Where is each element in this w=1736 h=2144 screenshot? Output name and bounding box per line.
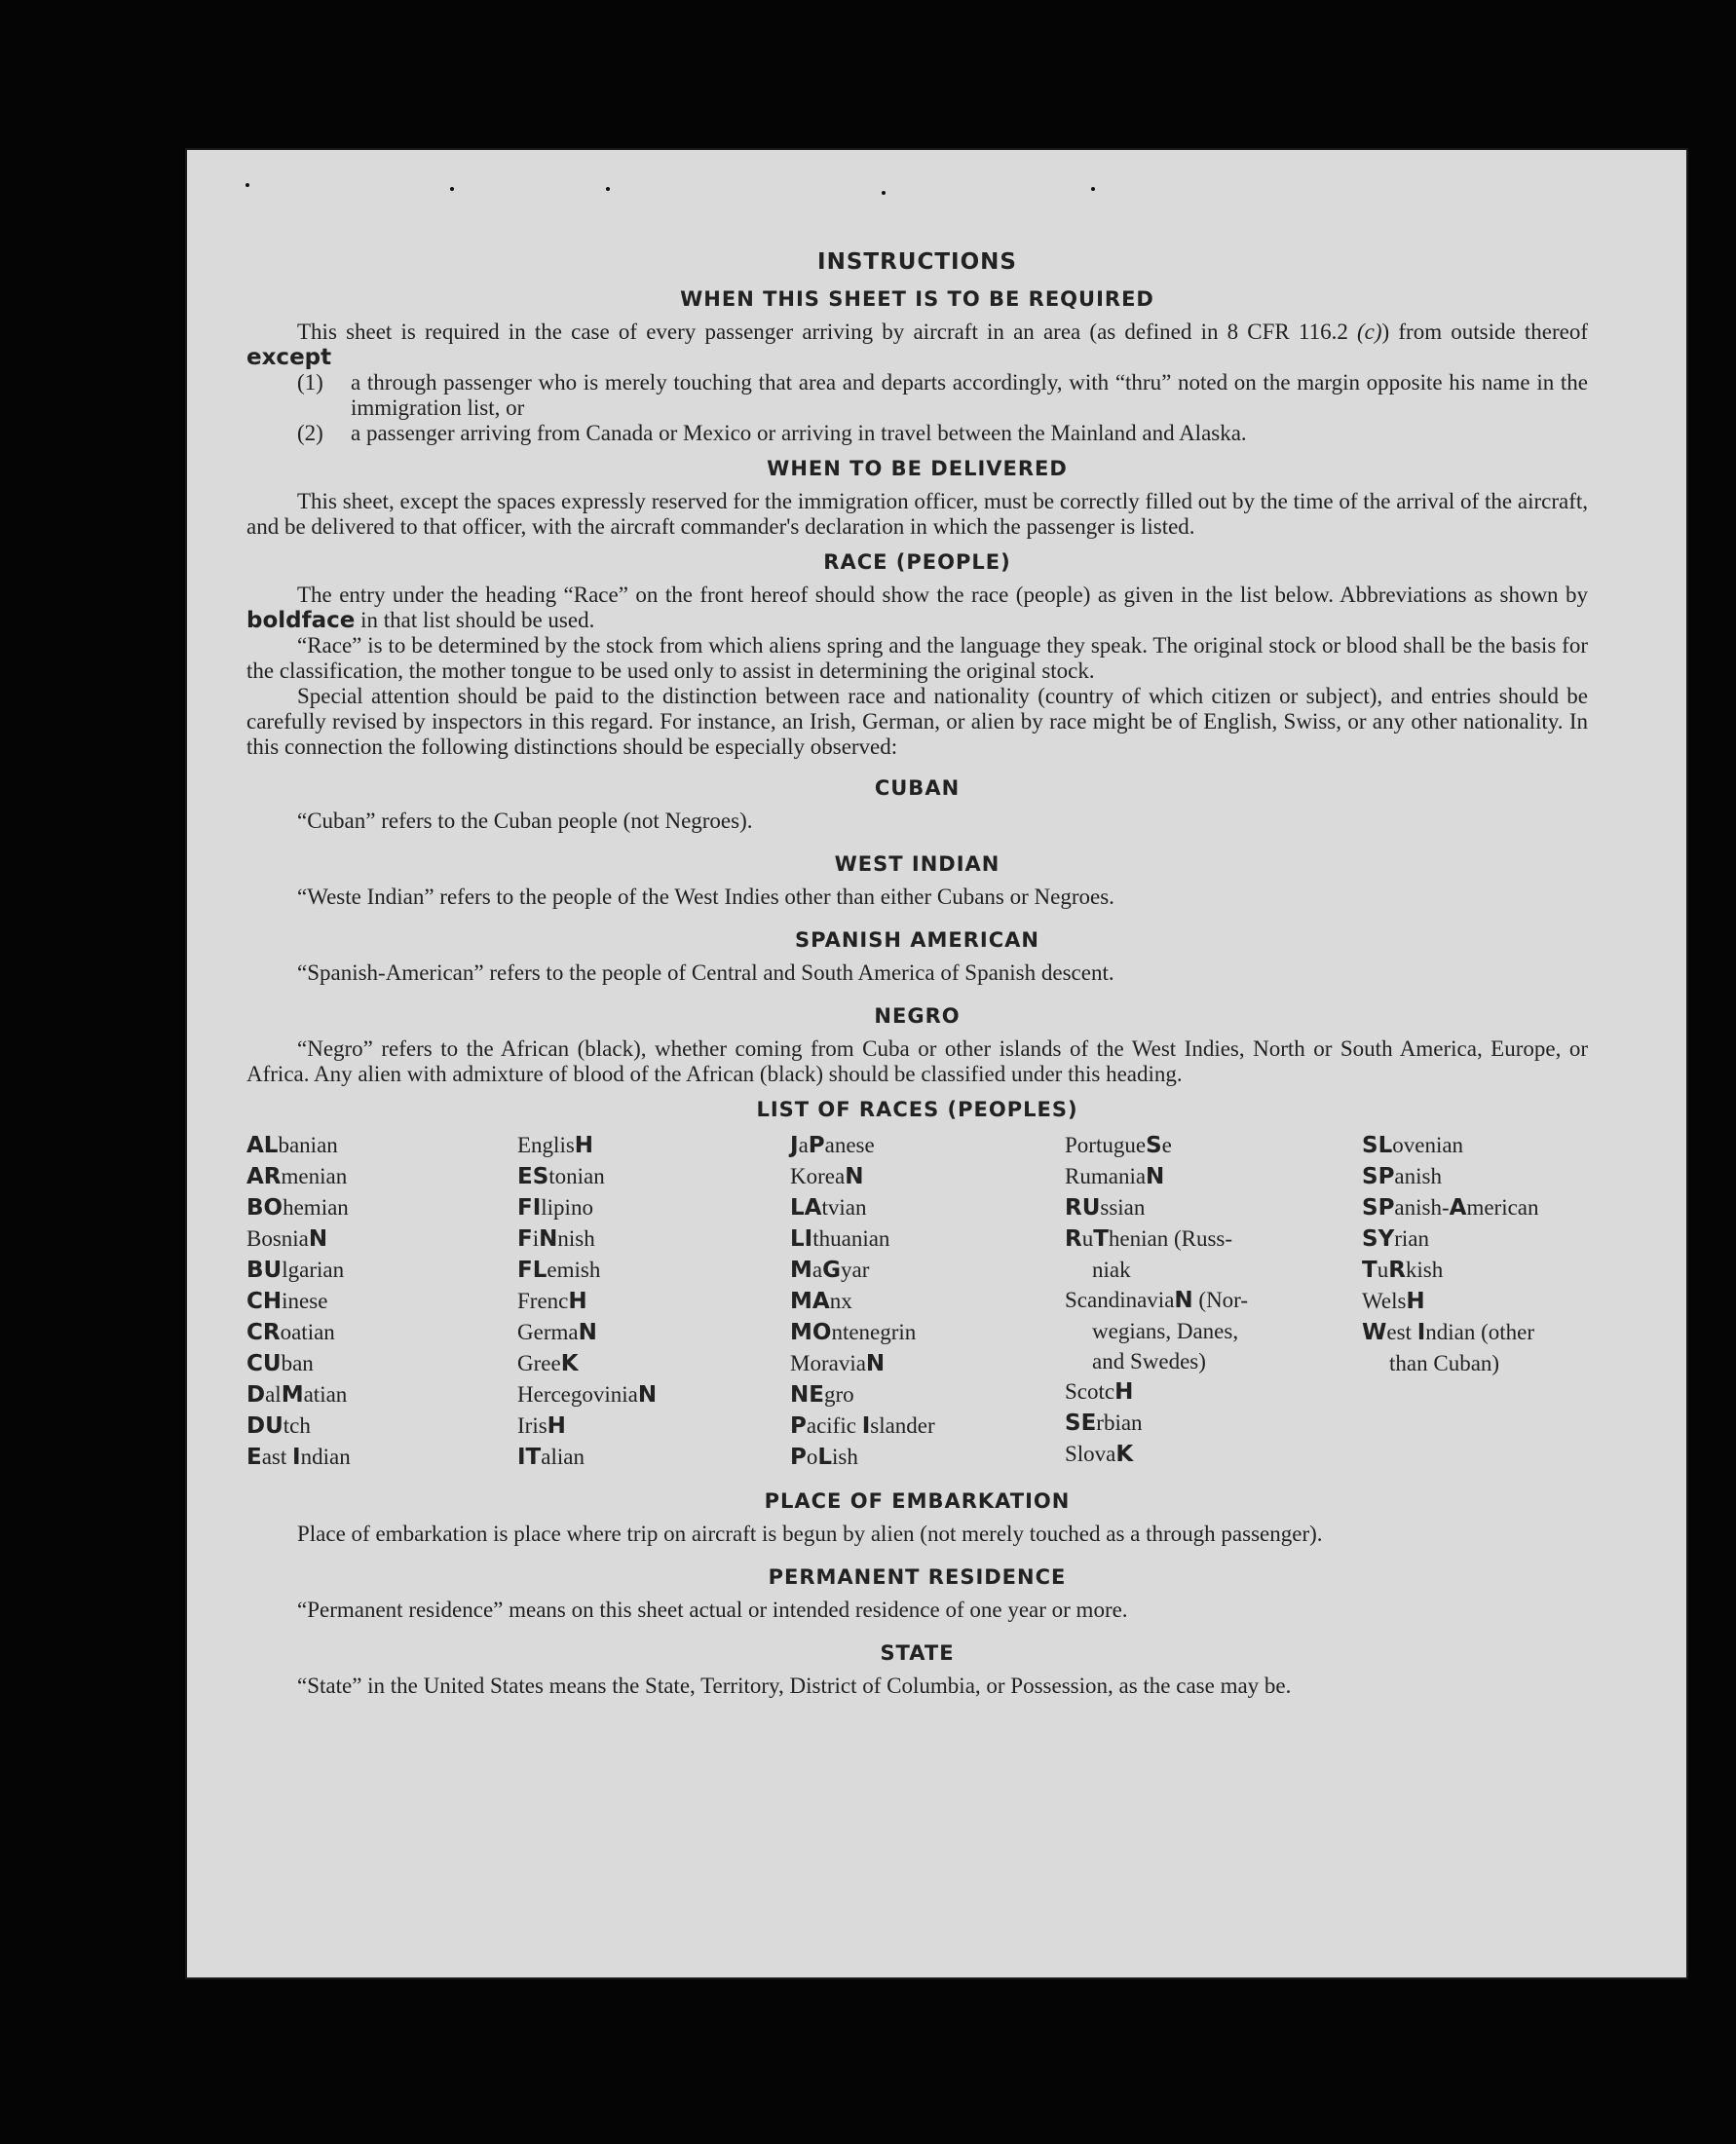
section-heading-embarkation: PLACE OF EMBARKATION bbox=[764, 1489, 1071, 1513]
section-heading-spanish-american: SPANISH AMERICAN bbox=[795, 928, 1039, 952]
residence-text: “Permanent residence” means on this sheet actual or intended residence of one year or more. bbox=[297, 1598, 1128, 1622]
race-entry: KoreaN bbox=[790, 1164, 864, 1189]
race-entry: MAnx bbox=[790, 1289, 852, 1314]
race-paragraph-1: The entry under the heading “Race” on the front hereof should show the race (people) as given in the list below. Abbreviations as shown by boldface in that list should be used. bbox=[246, 583, 1588, 633]
races-column bbox=[517, 1130, 790, 1473]
race-entry: FiNnish bbox=[517, 1226, 595, 1252]
embarkation-text: Place of embarkation is place where trip on aircraft is begun by alien (not merely touched as a through passenger). bbox=[297, 1522, 1323, 1546]
list-item: (1) a through passenger who is merely touching that area and departs accordingly, with “thru” noted on the margin opposite his name in the immigration list, or bbox=[297, 370, 1588, 420]
list-item: (2) a passenger arriving from Canada or Mexico or arriving in travel between the Mainland and Alaska. bbox=[297, 421, 1247, 445]
race-entry: SPanish bbox=[1362, 1164, 1442, 1189]
race-entry: FIlipino bbox=[517, 1195, 593, 1221]
race-entry: SPanish-American bbox=[1362, 1195, 1539, 1221]
race-entry: MaGyar bbox=[790, 1258, 870, 1283]
race-entry: RumaniaN bbox=[1065, 1164, 1165, 1189]
race-entry: West Indian (other bbox=[1362, 1320, 1535, 1345]
section-heading-list-of-races: LIST OF RACES (PEOPLES) bbox=[756, 1098, 1078, 1121]
document-page bbox=[185, 148, 1688, 1979]
speck bbox=[1091, 187, 1095, 191]
race-entry: BUlgarian bbox=[246, 1258, 345, 1283]
section-heading-west-indian: WEST INDIAN bbox=[834, 852, 1000, 876]
speck bbox=[882, 191, 886, 195]
race-entry: FLemish bbox=[517, 1258, 601, 1283]
section-heading-required: WHEN THIS SHEET IS TO BE REQUIRED bbox=[680, 287, 1154, 311]
race-entry: SLovenian bbox=[1362, 1133, 1464, 1158]
races-column bbox=[790, 1130, 1065, 1473]
race-paragraph-2: “Race” is to be determined by the stock from which aliens spring and the language they speak. The original stock or blood shall be the basis for the classification, the mother tongue to be used only to assist in determining the original stock. bbox=[246, 633, 1588, 683]
section-heading-negro: NEGRO bbox=[874, 1004, 961, 1028]
race-entry: CRoatian bbox=[246, 1320, 335, 1345]
race-entry: SErbian bbox=[1065, 1411, 1143, 1436]
instructions-content bbox=[246, 249, 1588, 1699]
race-paragraph-3: Special attention should be paid to the distinction between race and nationality (country of which citizen or subject), and entries should be carefully revised by inspectors in this regard. For instance, an Irish, German, or alien by race might be of English, Swiss, or any other nationality. In this connection the following distinctions should be especially observed: bbox=[246, 684, 1588, 759]
speck bbox=[450, 187, 454, 191]
race-entry: BosniaN bbox=[246, 1226, 328, 1252]
race-entry: NEgro bbox=[790, 1382, 854, 1408]
race-entry: SYrian bbox=[1362, 1226, 1429, 1252]
race-entry: PortugueSe bbox=[1065, 1133, 1172, 1158]
speck bbox=[606, 187, 610, 191]
race-entry: GreeK bbox=[517, 1351, 579, 1376]
race-entry-continuation: wegians, Danes, bbox=[1092, 1319, 1239, 1343]
race-entry: FrencH bbox=[517, 1289, 587, 1314]
races-column bbox=[1362, 1130, 1588, 1473]
race-entry: SlovaK bbox=[1065, 1442, 1134, 1467]
section-heading-cuban: CUBAN bbox=[874, 776, 961, 800]
race-entry: BOhemian bbox=[246, 1195, 349, 1221]
section-heading-residence: PERMANENT RESIDENCE bbox=[768, 1565, 1067, 1589]
race-entry: TuRkish bbox=[1362, 1258, 1444, 1283]
race-entry: ScotcH bbox=[1065, 1379, 1134, 1405]
negro-text: “Negro” refers to the African (black), whether coming from Cuba or other islands of the West Indies, North or South America, Europe, or Africa. Any alien with admixture of blood of the African (black) should be classified under this heading. bbox=[246, 1036, 1588, 1086]
speck bbox=[245, 183, 249, 187]
race-entry: EnglisH bbox=[517, 1133, 594, 1158]
section-heading-delivered: WHEN TO BE DELIVERED bbox=[767, 457, 1068, 480]
race-entry: ScandinaviaN (Nor- bbox=[1065, 1288, 1249, 1313]
race-entry: RuThenian (Russ- bbox=[1065, 1226, 1233, 1252]
race-entry: IrisH bbox=[517, 1413, 566, 1439]
race-entry: LIthuanian bbox=[790, 1226, 890, 1252]
page-title: INSTRUCTIONS bbox=[817, 249, 1017, 275]
races-column bbox=[1065, 1130, 1362, 1473]
race-entry: DalMatian bbox=[246, 1382, 348, 1408]
race-entry-continuation: than Cuban) bbox=[1389, 1351, 1500, 1375]
race-entry: MoraviaN bbox=[790, 1351, 886, 1376]
race-entry: LAtvian bbox=[790, 1195, 867, 1221]
races-column bbox=[246, 1130, 517, 1473]
race-entry: CHinese bbox=[246, 1289, 328, 1314]
race-entry-continuation: and Swedes) bbox=[1092, 1349, 1206, 1373]
race-entry: ITalian bbox=[517, 1445, 585, 1470]
west-indian-text: “Weste Indian” refers to the people of the West Indies other than either Cubans or Negroes. bbox=[297, 884, 1114, 909]
race-entry: HercegoviniaN bbox=[517, 1382, 658, 1408]
race-entry: MOntenegrin bbox=[790, 1320, 917, 1345]
cuban-text: “Cuban” refers to the Cuban people (not Negroes). bbox=[297, 809, 753, 833]
race-entry: ALbanian bbox=[246, 1133, 338, 1158]
required-intro: This sheet is required in the case of every passenger arriving by aircraft in an area (as defined in 8 CFR 116.2 (c)) from outside thereof except bbox=[246, 320, 1588, 370]
race-entry: PoLish bbox=[790, 1445, 858, 1470]
state-text: “State” in the United States means the State, Territory, District of Columbia, or Possession, as the case may be. bbox=[297, 1674, 1292, 1698]
section-heading-state: STATE bbox=[880, 1641, 955, 1665]
race-entry: Pacific Islander bbox=[790, 1413, 935, 1439]
race-entry: EStonian bbox=[517, 1164, 605, 1189]
race-entry: DUtch bbox=[246, 1413, 311, 1439]
race-entry: JaPanese bbox=[790, 1133, 875, 1158]
race-entry-continuation: niak bbox=[1092, 1258, 1131, 1282]
race-entry: ARmenian bbox=[246, 1164, 348, 1189]
delivered-text: This sheet, except the spaces expressly reserved for the immigration officer, must be correctly filled out by the time of the arrival of the aircraft, and be delivered to that officer, with the aircraft commander's declaration in which the passenger is listed. bbox=[246, 489, 1588, 539]
race-entry: East Indian bbox=[246, 1445, 351, 1470]
race-entry: GermaN bbox=[517, 1320, 597, 1345]
race-entry: RUssian bbox=[1065, 1195, 1146, 1221]
races-table bbox=[246, 1130, 1588, 1473]
spanish-american-text: “Spanish-American” refers to the people of Central and South America of Spanish descent. bbox=[297, 960, 1114, 985]
race-entry: CUban bbox=[246, 1351, 314, 1376]
race-entry: WelsH bbox=[1362, 1289, 1425, 1314]
section-heading-race: RACE (PEOPLE) bbox=[823, 550, 1011, 574]
